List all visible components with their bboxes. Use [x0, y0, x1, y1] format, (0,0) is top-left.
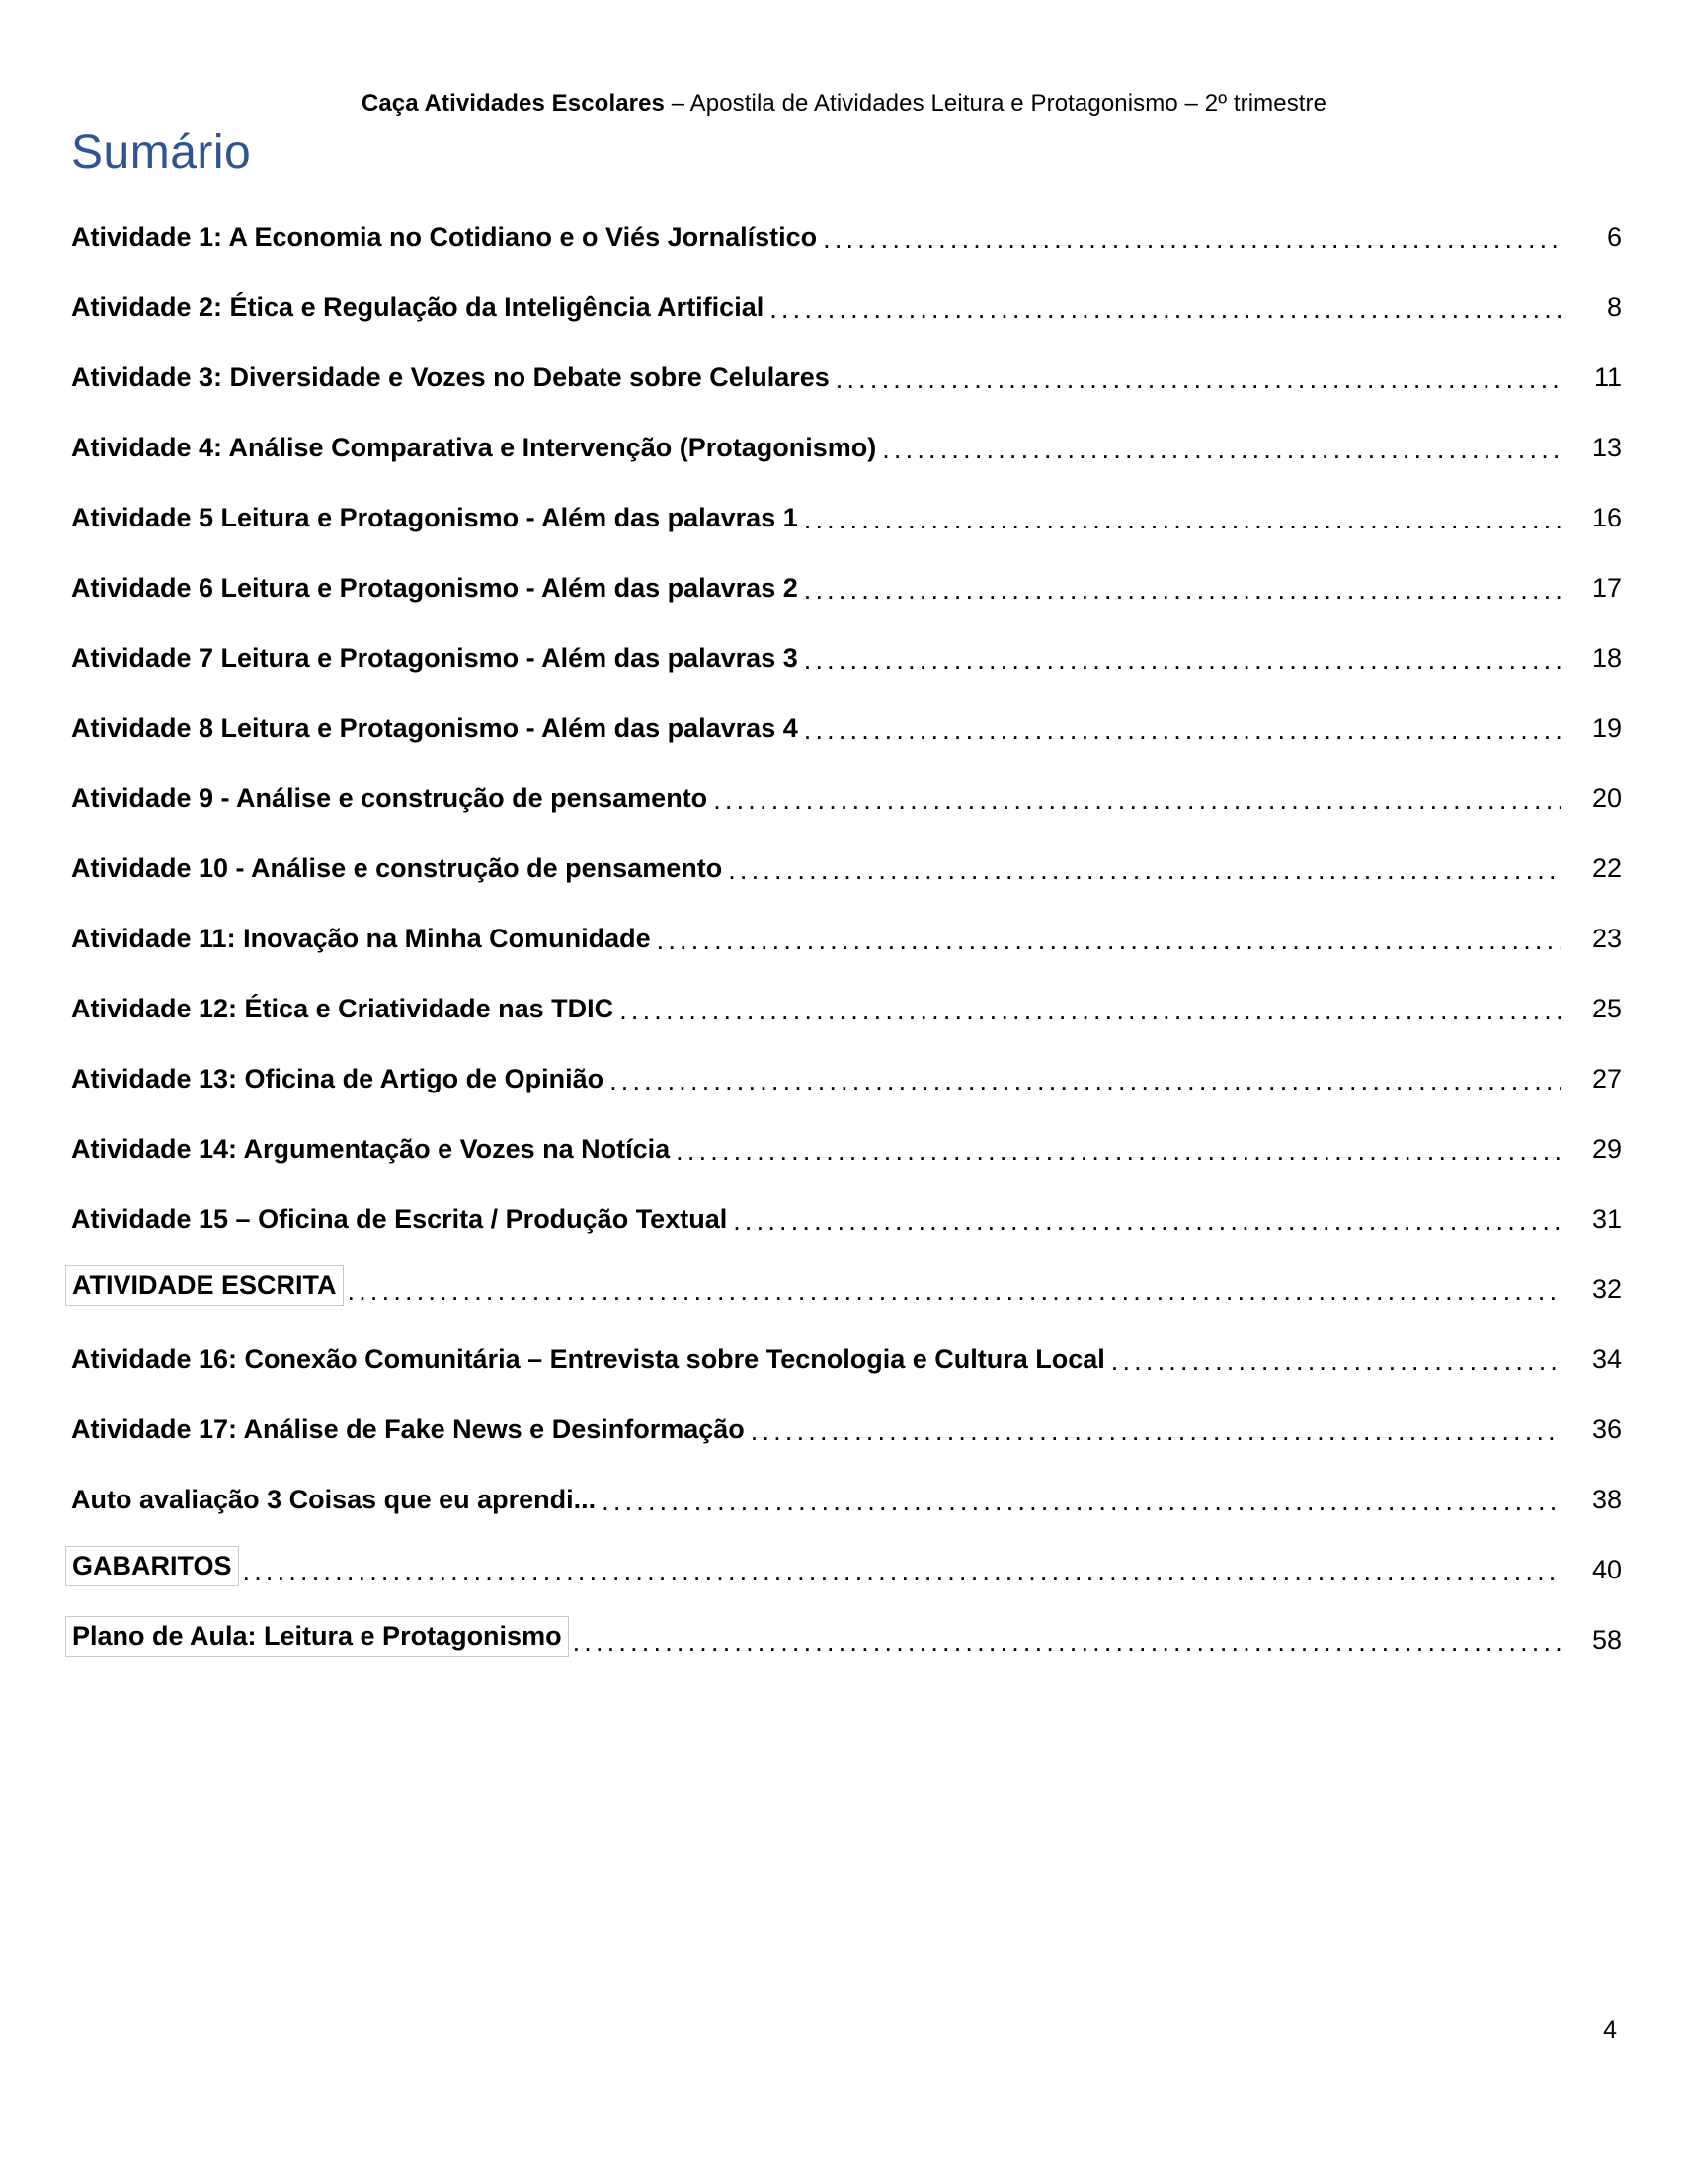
toc-entry-label: Atividade 1: A Economia no Cotidiano e o Viés Jornalístico — [71, 222, 818, 252]
toc-entry[interactable] — [71, 885, 1622, 955]
toc-entry[interactable] — [71, 254, 1622, 324]
toc-entry[interactable] — [71, 464, 1622, 534]
running-header-title-bold: Caça Atividades Escolares — [361, 90, 665, 117]
toc-dot-leader — [713, 784, 1561, 814]
toc-dot-leader — [804, 504, 1561, 533]
toc-entry-label: GABARITOS — [65, 1546, 239, 1586]
page-title: Sumário — [71, 126, 252, 179]
running-header — [0, 89, 1688, 119]
running-header-title-rest: – Apostila de Atividades Leitura e Protagonismo – 2º trimestre — [665, 90, 1327, 117]
toc-dot-leader — [751, 1416, 1561, 1445]
toc-entry-page-number: 17 — [1591, 573, 1622, 603]
toc-entry-page-number: 19 — [1591, 713, 1622, 743]
toc-dot-leader — [1111, 1345, 1561, 1375]
toc-entry-label: Atividade 10 - Análise e construção de pensamento — [71, 853, 723, 883]
toc-entry[interactable] — [71, 1025, 1622, 1095]
toc-entry-page-number: 58 — [1591, 1625, 1622, 1655]
toc-dot-leader — [657, 925, 1561, 954]
toc-entry[interactable] — [71, 324, 1622, 394]
toc-entry[interactable] — [71, 1516, 1622, 1586]
toc-entry-page-number: 8 — [1606, 292, 1622, 322]
toc-entry[interactable] — [71, 394, 1622, 464]
toc-entry-label: Atividade 9 - Análise e construção de pensamento — [71, 783, 708, 813]
toc-dot-leader — [573, 1626, 1561, 1656]
toc-dot-leader — [609, 1065, 1561, 1094]
toc-entry-label: Auto avaliação 3 Coisas que eu aprendi... — [71, 1485, 597, 1514]
toc-entry-page-number: 23 — [1591, 924, 1622, 953]
toc-entry-page-number: 40 — [1591, 1555, 1622, 1584]
toc-entry[interactable] — [71, 1095, 1622, 1166]
table-of-contents — [71, 184, 1622, 1657]
toc-dot-leader — [804, 574, 1561, 604]
toc-entry[interactable] — [71, 815, 1622, 885]
toc-dot-leader — [676, 1135, 1561, 1165]
toc-entry-page-number: 29 — [1591, 1134, 1622, 1164]
toc-entry-page-number: 20 — [1591, 783, 1622, 813]
toc-entry-label: Atividade 13: Oficina de Artigo de Opinião — [71, 1064, 604, 1093]
toc-entry[interactable] — [71, 1166, 1622, 1236]
toc-dot-leader — [804, 714, 1561, 744]
toc-entry[interactable] — [71, 184, 1622, 254]
toc-entry-page-number: 27 — [1591, 1064, 1622, 1093]
toc-dot-leader — [348, 1275, 1561, 1305]
toc-entry[interactable] — [71, 1446, 1622, 1516]
toc-entry[interactable] — [71, 605, 1622, 675]
toc-entry[interactable] — [71, 955, 1622, 1025]
toc-entry-page-number: 11 — [1593, 363, 1622, 392]
toc-dot-leader — [728, 854, 1561, 884]
toc-entry-label: Atividade 5 Leitura e Protagonismo - Além das palavras 1 — [71, 503, 798, 532]
toc-dot-leader — [804, 644, 1561, 674]
toc-entry-label: Atividade 16: Conexão Comunitária – Entrevista sobre Tecnologia e Cultura Local — [71, 1344, 1105, 1374]
footer-page-number: 4 — [1603, 2016, 1617, 2044]
toc-entry-page-number: 25 — [1591, 994, 1622, 1023]
toc-entry-label: Plano de Aula: Leitura e Protagonismo — [65, 1616, 569, 1657]
toc-entry-page-number: 16 — [1591, 503, 1622, 532]
toc-entry-page-number: 38 — [1591, 1485, 1622, 1514]
toc-entry-page-number: 6 — [1606, 222, 1622, 252]
toc-entry-page-number: 32 — [1591, 1274, 1622, 1304]
toc-dot-leader — [882, 434, 1561, 463]
toc-entry[interactable] — [71, 1586, 1622, 1657]
toc-entry-page-number: 18 — [1591, 643, 1622, 673]
toc-entry-label: Atividade 6 Leitura e Protagonismo - Além das palavras 2 — [71, 573, 798, 603]
toc-entry-label: Atividade 11: Inovação na Minha Comunidade — [71, 924, 651, 953]
toc-dot-leader — [836, 364, 1561, 393]
toc-entry-label: Atividade 17: Análise de Fake News e Desinformação — [71, 1415, 745, 1444]
toc-entry[interactable] — [71, 1306, 1622, 1376]
toc-entry-label: Atividade 15 – Oficina de Escrita / Produção Textual — [71, 1204, 728, 1234]
toc-entry-page-number: 36 — [1591, 1415, 1622, 1444]
toc-entry[interactable] — [71, 675, 1622, 745]
toc-entry-page-number: 34 — [1591, 1344, 1622, 1374]
toc-dot-leader — [733, 1205, 1561, 1235]
toc-entry-label: Atividade 14: Argumentação e Vozes na Notícia — [71, 1134, 671, 1164]
toc-entry[interactable] — [71, 1376, 1622, 1446]
toc-dot-leader — [823, 223, 1561, 253]
toc-entry-label: Atividade 4: Análise Comparativa e Intervenção (Protagonismo) — [71, 433, 877, 462]
toc-entry-label: ATIVIDADE ESCRITA — [65, 1265, 344, 1306]
toc-entry-label: Atividade 2: Ética e Regulação da Inteligência Artificial — [71, 292, 764, 322]
toc-entry-label: Atividade 8 Leitura e Protagonismo - Além das palavras 4 — [71, 713, 798, 743]
toc-entry-page-number: 22 — [1591, 853, 1622, 883]
toc-entry[interactable] — [71, 745, 1622, 815]
toc-dot-leader — [602, 1486, 1561, 1515]
toc-entry[interactable] — [71, 534, 1622, 605]
toc-entry-label: Atividade 7 Leitura e Protagonismo - Além das palavras 3 — [71, 643, 798, 673]
toc-entry-page-number: 13 — [1591, 433, 1622, 462]
toc-entry-label: Atividade 12: Ética e Criatividade nas TDIC — [71, 994, 614, 1023]
toc-entry-label: Atividade 3: Diversidade e Vozes no Debate sobre Celulares — [71, 363, 830, 392]
toc-dot-leader — [769, 293, 1561, 323]
toc-dot-leader — [243, 1556, 1561, 1585]
toc-entry[interactable] — [71, 1236, 1622, 1306]
toc-dot-leader — [619, 995, 1561, 1024]
toc-entry-page-number: 31 — [1591, 1204, 1622, 1234]
